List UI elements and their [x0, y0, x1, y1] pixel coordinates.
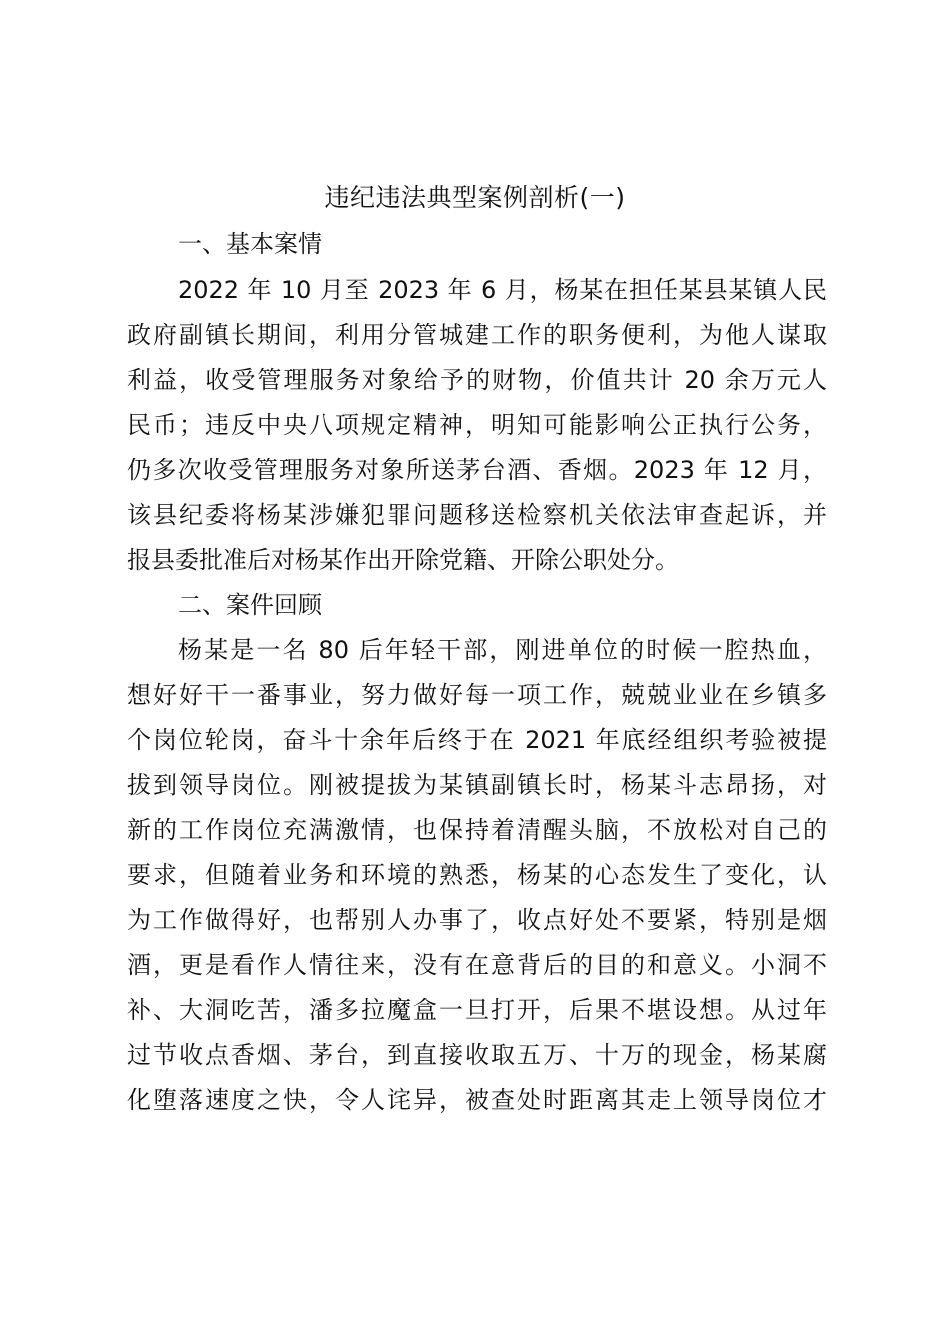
paragraph-line: 政府副镇长期间，利用分管城建工作的职务便利，为他人谋取	[127, 321, 827, 349]
section-heading-case-review: 二、案件回顾	[178, 591, 322, 619]
paragraph-line: 酒，更是看作人情往来，没有在意背后的目的和意义。小洞不	[127, 951, 827, 979]
section-heading-basic-facts: 一、基本案情	[178, 230, 322, 258]
paragraph-line: 杨某是一名 80 后年轻干部，刚进单位的时候一腔热血，	[178, 636, 827, 664]
paragraph-line: 过节收点香烟、茅台，到直接收取五万、十万的现金，杨某腐	[127, 1041, 827, 1069]
paragraph-line: 个岗位轮岗，奋斗十余年后终于在 2021 年底经组织考验被提	[127, 726, 827, 754]
paragraph-line: 化堕落速度之快，令人诧异，被查处时距离其走上领导岗位才	[127, 1086, 827, 1114]
paragraph-line: 报县委批准后对杨某作出开除党籍、开除公职处分。	[127, 546, 679, 574]
paragraph-line: 2022 年 10 月至 2023 年 6 月，杨某在担任某县某镇人民	[178, 276, 827, 304]
document-title: 违纪违法典型案例剖析(一)	[324, 183, 626, 212]
paragraph-line: 新的工作岗位充满激情，也保持着清醒头脑，不放松对自己的	[127, 816, 827, 844]
paragraph-line: 仍多次收受管理服务对象所送茅台酒、香烟。2023 年 12 月，	[127, 456, 827, 484]
paragraph-line: 利益，收受管理服务对象给予的财物，价值共计 20 余万元人	[127, 366, 827, 394]
paragraph-line: 民币；违反中央八项规定精神，明知可能影响公正执行公务，	[127, 411, 827, 439]
paragraph-line: 为工作做得好，也帮别人办事了，收点好处不要紧，特别是烟	[127, 906, 827, 934]
paragraph-line: 该县纪委将杨某涉嫌犯罪问题移送检察机关依法审查起诉，并	[127, 501, 827, 529]
paragraph-line: 拔到领导岗位。刚被提拔为某镇副镇长时，杨某斗志昂扬，对	[127, 771, 827, 799]
paragraph-line: 想好好干一番事业，努力做好每一项工作，兢兢业业在乡镇多	[127, 681, 827, 709]
paragraph-line: 补、大洞吃苦，潘多拉魔盒一旦打开，后果不堪设想。从过年	[127, 996, 827, 1024]
paragraph-line: 要求，但随着业务和环境的熟悉，杨某的心态发生了变化，认	[127, 861, 827, 889]
